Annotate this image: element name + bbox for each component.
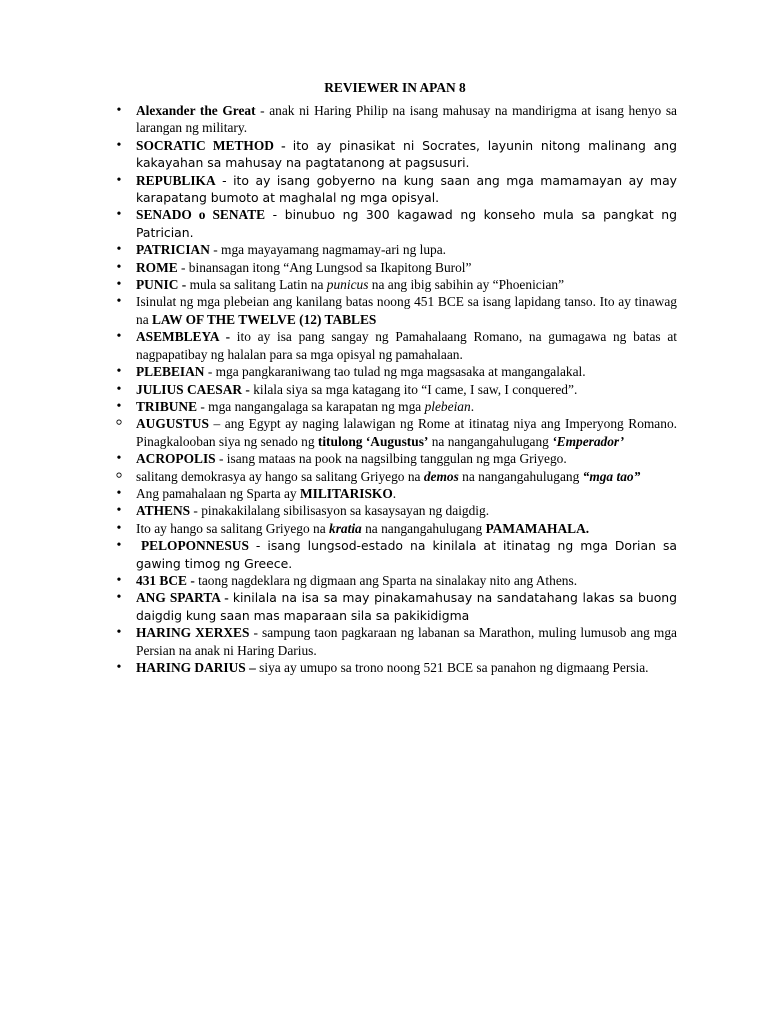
text-run: na ang ibig sabihin ay “Phoenician” — [368, 277, 565, 293]
list-item-text — [136, 399, 474, 414]
list-item — [116, 398, 677, 415]
list-item — [116, 259, 677, 276]
text-run: na nangangahulugang — [458, 468, 583, 484]
term-label: HARING DARIUS – — [136, 660, 260, 675]
list-item — [116, 537, 677, 572]
term-label: SENADO o SENATE — [136, 207, 266, 223]
bullet-icon: • — [116, 590, 122, 606]
list-item-text — [136, 590, 677, 622]
list-item — [116, 172, 677, 207]
list-item — [116, 328, 677, 363]
text-run: kinilala na isa sa may pinakamahusay na sandatahang lakas sa buong daigdig kung saan mas maparaan sila sa pakikidigma — [136, 590, 677, 623]
term-label: 431 BCE - — [136, 572, 199, 588]
list-item — [116, 450, 677, 467]
text-run: - isang mataas na pook na nagsilbing tanggulan ng mga Griyego. — [215, 451, 567, 467]
text-run: . — [392, 485, 397, 501]
bullet-icon: • — [116, 242, 122, 258]
text-run: – ang Egypt ay naging lalawigan ng Rome at itinatag niya ang Imperyong Romano. Pinagkalooban siya ng senado ng — [136, 416, 677, 449]
term-label: JULIUS CAESAR - — [136, 381, 254, 397]
term-label: TRIBUNE — [136, 398, 198, 414]
emphasis-run — [583, 469, 641, 484]
text-run: siya ay umupo sa trono noong 521 BCE sa panahon ng digmaang Persia. — [259, 660, 649, 675]
list-item — [116, 659, 677, 676]
list-item-text — [136, 173, 677, 205]
list-item-text — [136, 103, 677, 135]
bullet-icon: ⸰ — [114, 468, 123, 484]
list-item — [116, 293, 677, 328]
text-run: kilala siya sa mga katagang ito “I came, I saw, I conquered”. — [253, 381, 578, 397]
text-run: “mga tao” — [582, 468, 641, 484]
list-item — [116, 206, 677, 241]
term-label: titulong ‘Augustus’ — [317, 433, 429, 449]
term-label: ROME — [136, 259, 178, 275]
bullet-icon: • — [116, 520, 122, 536]
text-run: plebeian — [424, 398, 471, 414]
bullet-icon: • — [116, 485, 122, 501]
bullet-icon: • — [116, 207, 122, 223]
bullet-icon: • — [116, 277, 122, 293]
list-item — [114, 468, 677, 485]
list-item — [116, 363, 677, 380]
list-item-text — [136, 294, 677, 326]
list-item — [116, 502, 677, 519]
list-item-text — [136, 573, 577, 588]
term-label: ATHENS — [136, 503, 191, 519]
reviewer-list — [114, 102, 677, 676]
list-item-text — [136, 660, 649, 675]
bullet-icon: • — [116, 103, 122, 118]
term-label: AUGUSTUS — [136, 416, 209, 432]
list-item — [116, 276, 677, 293]
term-label: ACROPOLIS — [136, 451, 216, 467]
bullet-icon: • — [116, 329, 122, 345]
list-item-text — [136, 503, 489, 518]
list-item — [116, 589, 677, 624]
text-run: salitang demokrasya ay hango sa salitang Griyego na — [136, 468, 424, 484]
list-item — [116, 520, 677, 537]
bullet-icon: • — [116, 259, 122, 275]
bullet-icon: • — [116, 572, 122, 588]
text-run: kratia — [329, 520, 362, 536]
text-run: mula sa salitang Latin na — [189, 277, 327, 293]
bullet-icon: ⸰ — [114, 416, 123, 432]
list-item-text — [136, 138, 677, 170]
bullet-icon: • — [116, 538, 122, 554]
list-item — [114, 415, 677, 450]
term-label: LAW OF THE TWELVE (12) TABLES — [152, 311, 377, 327]
document-title: REVIEWER IN APAN 8 — [324, 80, 466, 95]
bullet-icon: • — [116, 660, 122, 675]
text-run: Ang pamahalaan ng Sparta ay — [136, 485, 300, 501]
list-item-text — [136, 364, 586, 379]
bullet-icon: • — [116, 451, 122, 467]
bullet-icon: • — [116, 625, 122, 641]
text-run: - sampung taon pagkaraan ng labanan sa Marathon, muling lumusob ang mga Persian na anak ni Haring Darius. — [136, 625, 677, 658]
list-item-text — [136, 207, 677, 239]
list-item — [116, 485, 677, 502]
bullet-icon: • — [116, 364, 122, 380]
bullet-icon: • — [116, 294, 122, 310]
term-label: PAMAMAHALA. — [485, 520, 590, 536]
term-label: Alexander the Great — [136, 103, 256, 118]
list-item-text — [136, 416, 677, 448]
term-label: HARING XERXES — [136, 625, 250, 641]
text-run: - ito ay isang gobyerno na kung saan ang mga mamamayan ay may karapatang bumoto at maghalal ng mga opisyal. — [136, 172, 677, 206]
list-item — [116, 241, 677, 258]
text-run: ‘Emperador’ — [552, 433, 625, 449]
list-item — [116, 137, 677, 172]
list-item — [116, 102, 677, 137]
bullet-icon: • — [116, 503, 122, 519]
text-run: - mga nangangalaga sa karapatan ng mga — [197, 398, 425, 414]
term-label: MILITARISKO — [299, 485, 393, 501]
term-label: PELOPONNESUS — [141, 538, 249, 554]
term-label: PATRICIAN — [136, 242, 210, 258]
term-label: PLEBEIAN — [136, 364, 205, 380]
list-item-text — [136, 260, 471, 275]
list-item-text — [136, 521, 589, 536]
text-run: punicus — [326, 277, 369, 293]
list-item — [116, 572, 677, 589]
bullet-icon: • — [116, 381, 122, 397]
list-item-text — [136, 538, 677, 570]
text-run: Isinulat ng mga plebeian ang kanilang batas noong 451 BCE sa isang lapidang tanso. Ito ay tinawag na — [136, 294, 677, 327]
text-run: taong nagdeklara ng digmaan ang Sparta na sinalakay nito ang Athens. — [198, 572, 578, 588]
text-run: ito ay isa pang sangay ng Pamahalaang Romano, na gumagawa ng batas at nagpapatibay ng halalan para sa mga opisyal ng pamahalaan. — [136, 329, 677, 362]
list-item — [116, 381, 677, 398]
term-label: REPUBLIKA — [136, 172, 216, 188]
bullet-icon: • — [116, 398, 122, 414]
list-item-text — [136, 469, 640, 484]
text-run: - anak ni Haring Philip na isang mahusay na mandirigma at isang henyo sa larangan ng military. — [136, 103, 677, 136]
text-run: - isang lungsod-estado na kinilala at itinatag ng mga Dorian sa gawing timog ng Greece. — [136, 538, 677, 571]
emphasis-run — [424, 469, 459, 484]
text-run: na nangangahulugang — [361, 520, 486, 536]
text-run: - mga pangkaraniwang tao tulad ng mga magsasaka at mangangalakal. — [204, 364, 586, 380]
term-label: SOCRATIC METHOD - — [136, 137, 293, 153]
term-label: ASEMBLEYA - — [136, 329, 237, 345]
text-run: ito ay pinasikat ni Socrates, layunin nitong malinang ang kakayahan sa mahusay na pagtatanong at pagsusuri. — [136, 137, 677, 171]
text-run: - binansagan itong “Ang Lungsod sa Ikapitong Burol” — [177, 259, 472, 275]
emphasis-run — [552, 434, 624, 449]
term-label: PUNIC - — [136, 277, 190, 293]
text-run: - binubuo ng 300 kagawad ng konseho mula sa pangkat ng Patrician. — [136, 207, 677, 240]
emphasis-run — [329, 521, 362, 536]
list-item-text — [136, 382, 577, 397]
text-run: Ito ay hango sa salitang Griyego na — [136, 520, 329, 536]
list-item-text — [136, 277, 564, 292]
bullet-icon: • — [116, 137, 122, 153]
bullet-icon: • — [116, 172, 122, 188]
text-run: - mga mayayamang nagmamay-ari ng lupa. — [209, 242, 447, 258]
list-item-text — [136, 451, 567, 466]
list-item-text — [136, 625, 677, 657]
text-run: - pinakakilalang sibilisasyon sa kasaysayan ng daigdig. — [190, 503, 490, 519]
list-item-text — [136, 242, 446, 257]
list-item — [116, 624, 677, 659]
text-run: na nangangahulugang — [428, 433, 553, 449]
text-run: . — [470, 398, 475, 414]
list-item-text — [136, 486, 396, 501]
term-label: ANG SPARTA - — [136, 590, 233, 606]
text-run: demos — [423, 468, 459, 484]
list-item-text — [136, 329, 677, 361]
